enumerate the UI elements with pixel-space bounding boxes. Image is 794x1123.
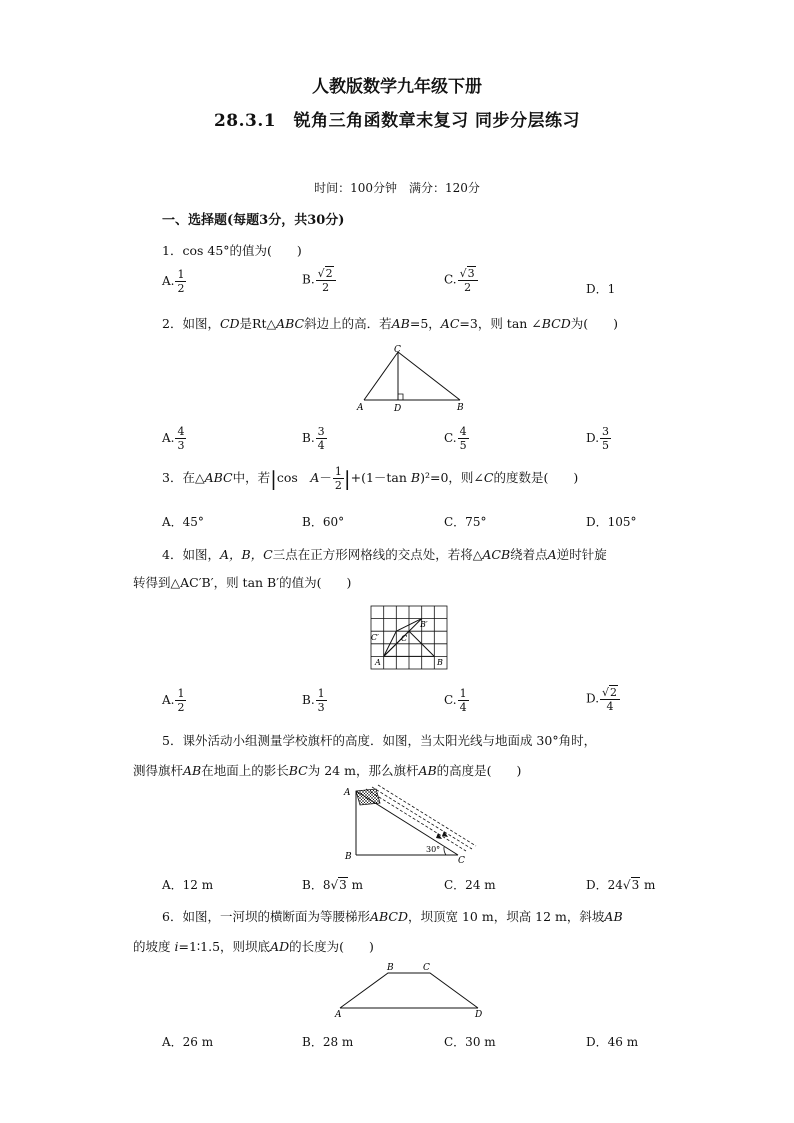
q5-stem-line2: 测得旗杆AB在地面上的影长BC为 24 m，那么旗杆AB的高度是( ) (133, 763, 522, 778)
page-subtitle: 28.3.1 锐角三角函数章末复习 同步分层练习 (213, 111, 581, 131)
q6-label-d: D (475, 1010, 483, 1020)
q6-option-c: C．30 m (444, 1035, 496, 1049)
q3-option-b: B．60° (302, 515, 345, 529)
q3-option-d: D．105° (586, 515, 637, 529)
q4-option-a: A. $\frac{1}{2}$ (162, 687, 185, 714)
q4-option-d: D. $\frac{√2}{4}$ (586, 685, 620, 713)
q2-option-a: A. $\frac{4}{3}$ (162, 425, 185, 452)
q4-stem-line1: 4．如图，A，B，C三点在正方形网格线的交点处，若将△ACB绕着点A逆时针旋 (162, 547, 607, 562)
q4-stem-line2: 转得到△AC′B′，则 tan B′的值为( ) (133, 575, 352, 590)
q2-option-c: C. $\frac{4}{5}$ (444, 425, 467, 452)
q2-label-a: A (357, 403, 364, 413)
q2-label-d: D (394, 404, 402, 414)
q6-option-a: A．26 m (162, 1035, 214, 1049)
q6-label-b: B (387, 963, 394, 973)
section-title: 一、选择题(每题3分，共30分) (162, 213, 345, 228)
q5-option-a: A．12 m (162, 878, 214, 892)
q5-option-d: D．24√3 m (586, 878, 656, 892)
q5-label-angle: 30° (426, 845, 441, 854)
q2-option-d: D. $\frac{3}{5}$ (586, 425, 610, 452)
q3-stem: 3．在△ABC中，若|cos A－ $\frac{1}{2}$ |+(1－tan B)²=0，则∠C的度数是( ) (162, 465, 579, 492)
q2-label-b: B (457, 403, 464, 413)
q5-stem-line1: 5．课外活动小组测量学校旗杆的高度．如图，当太阳光线与地面成 30°角时， (162, 733, 597, 748)
q1-option-d: D．1 (586, 282, 616, 296)
q5-label-a: A (344, 788, 351, 798)
q2-label-c: C (394, 345, 401, 355)
q6-stem-line1: 6．如图，一河坝的横断面为等腰梯形ABCD，坝顶宽 10 m，坝高 12 m，斜坡AB (162, 909, 623, 924)
q5-option-b: B．8√3 m (302, 878, 363, 892)
q6-option-b: B．28 m (302, 1035, 354, 1049)
q2-stem: 2．如图，CD是Rt△ABC斜边上的高．若AB=5，AC=3，则 tan ∠BCD为( ) (162, 316, 619, 331)
q4-label-a: A (375, 658, 381, 667)
q4-label-c: C (401, 634, 408, 643)
q4-figure-grid (368, 603, 450, 671)
q6-stem-line2: 的坡度 i=1∶1.5，则坝底AD的长度为( ) (133, 939, 374, 954)
q4-option-b: B. $\frac{1}{3}$ (302, 687, 325, 714)
q4-option-c: C. $\frac{1}{4}$ (444, 687, 467, 714)
q2-figure-right-triangle (352, 342, 472, 414)
q6-figure-trapezoid (330, 958, 490, 1022)
q1-option-c: C. $\frac{√3}{2}$ (444, 266, 478, 294)
q3-option-a: A．45° (162, 515, 204, 529)
q1-option-b: B. $\frac{√2}{2}$ (302, 266, 336, 294)
q2-option-b: B. $\frac{3}{4}$ (302, 425, 325, 452)
q4-label-cprime: C′ (371, 633, 379, 642)
q1-stem: 1．cos 45°的值为( ) (162, 243, 302, 258)
q4-label-bprime: B′ (420, 620, 428, 629)
q4-label-b: B (437, 658, 443, 667)
q5-label-b: B (345, 852, 352, 862)
q6-option-d: D．46 m (586, 1035, 639, 1049)
q5-option-c: C．24 m (444, 878, 496, 892)
q6-label-c: C (423, 963, 430, 973)
exam-meta: 时间：100分钟 满分：120分 (314, 181, 480, 195)
q6-label-a: A (335, 1010, 342, 1020)
q3-option-c: C．75° (444, 515, 487, 529)
q5-label-c: C (458, 856, 465, 865)
q1-option-a: A. $\frac{1}{2}$ (162, 268, 185, 295)
q5-figure-flagpole (342, 783, 480, 865)
page-title: 人教版数学九年级下册 (312, 77, 482, 97)
